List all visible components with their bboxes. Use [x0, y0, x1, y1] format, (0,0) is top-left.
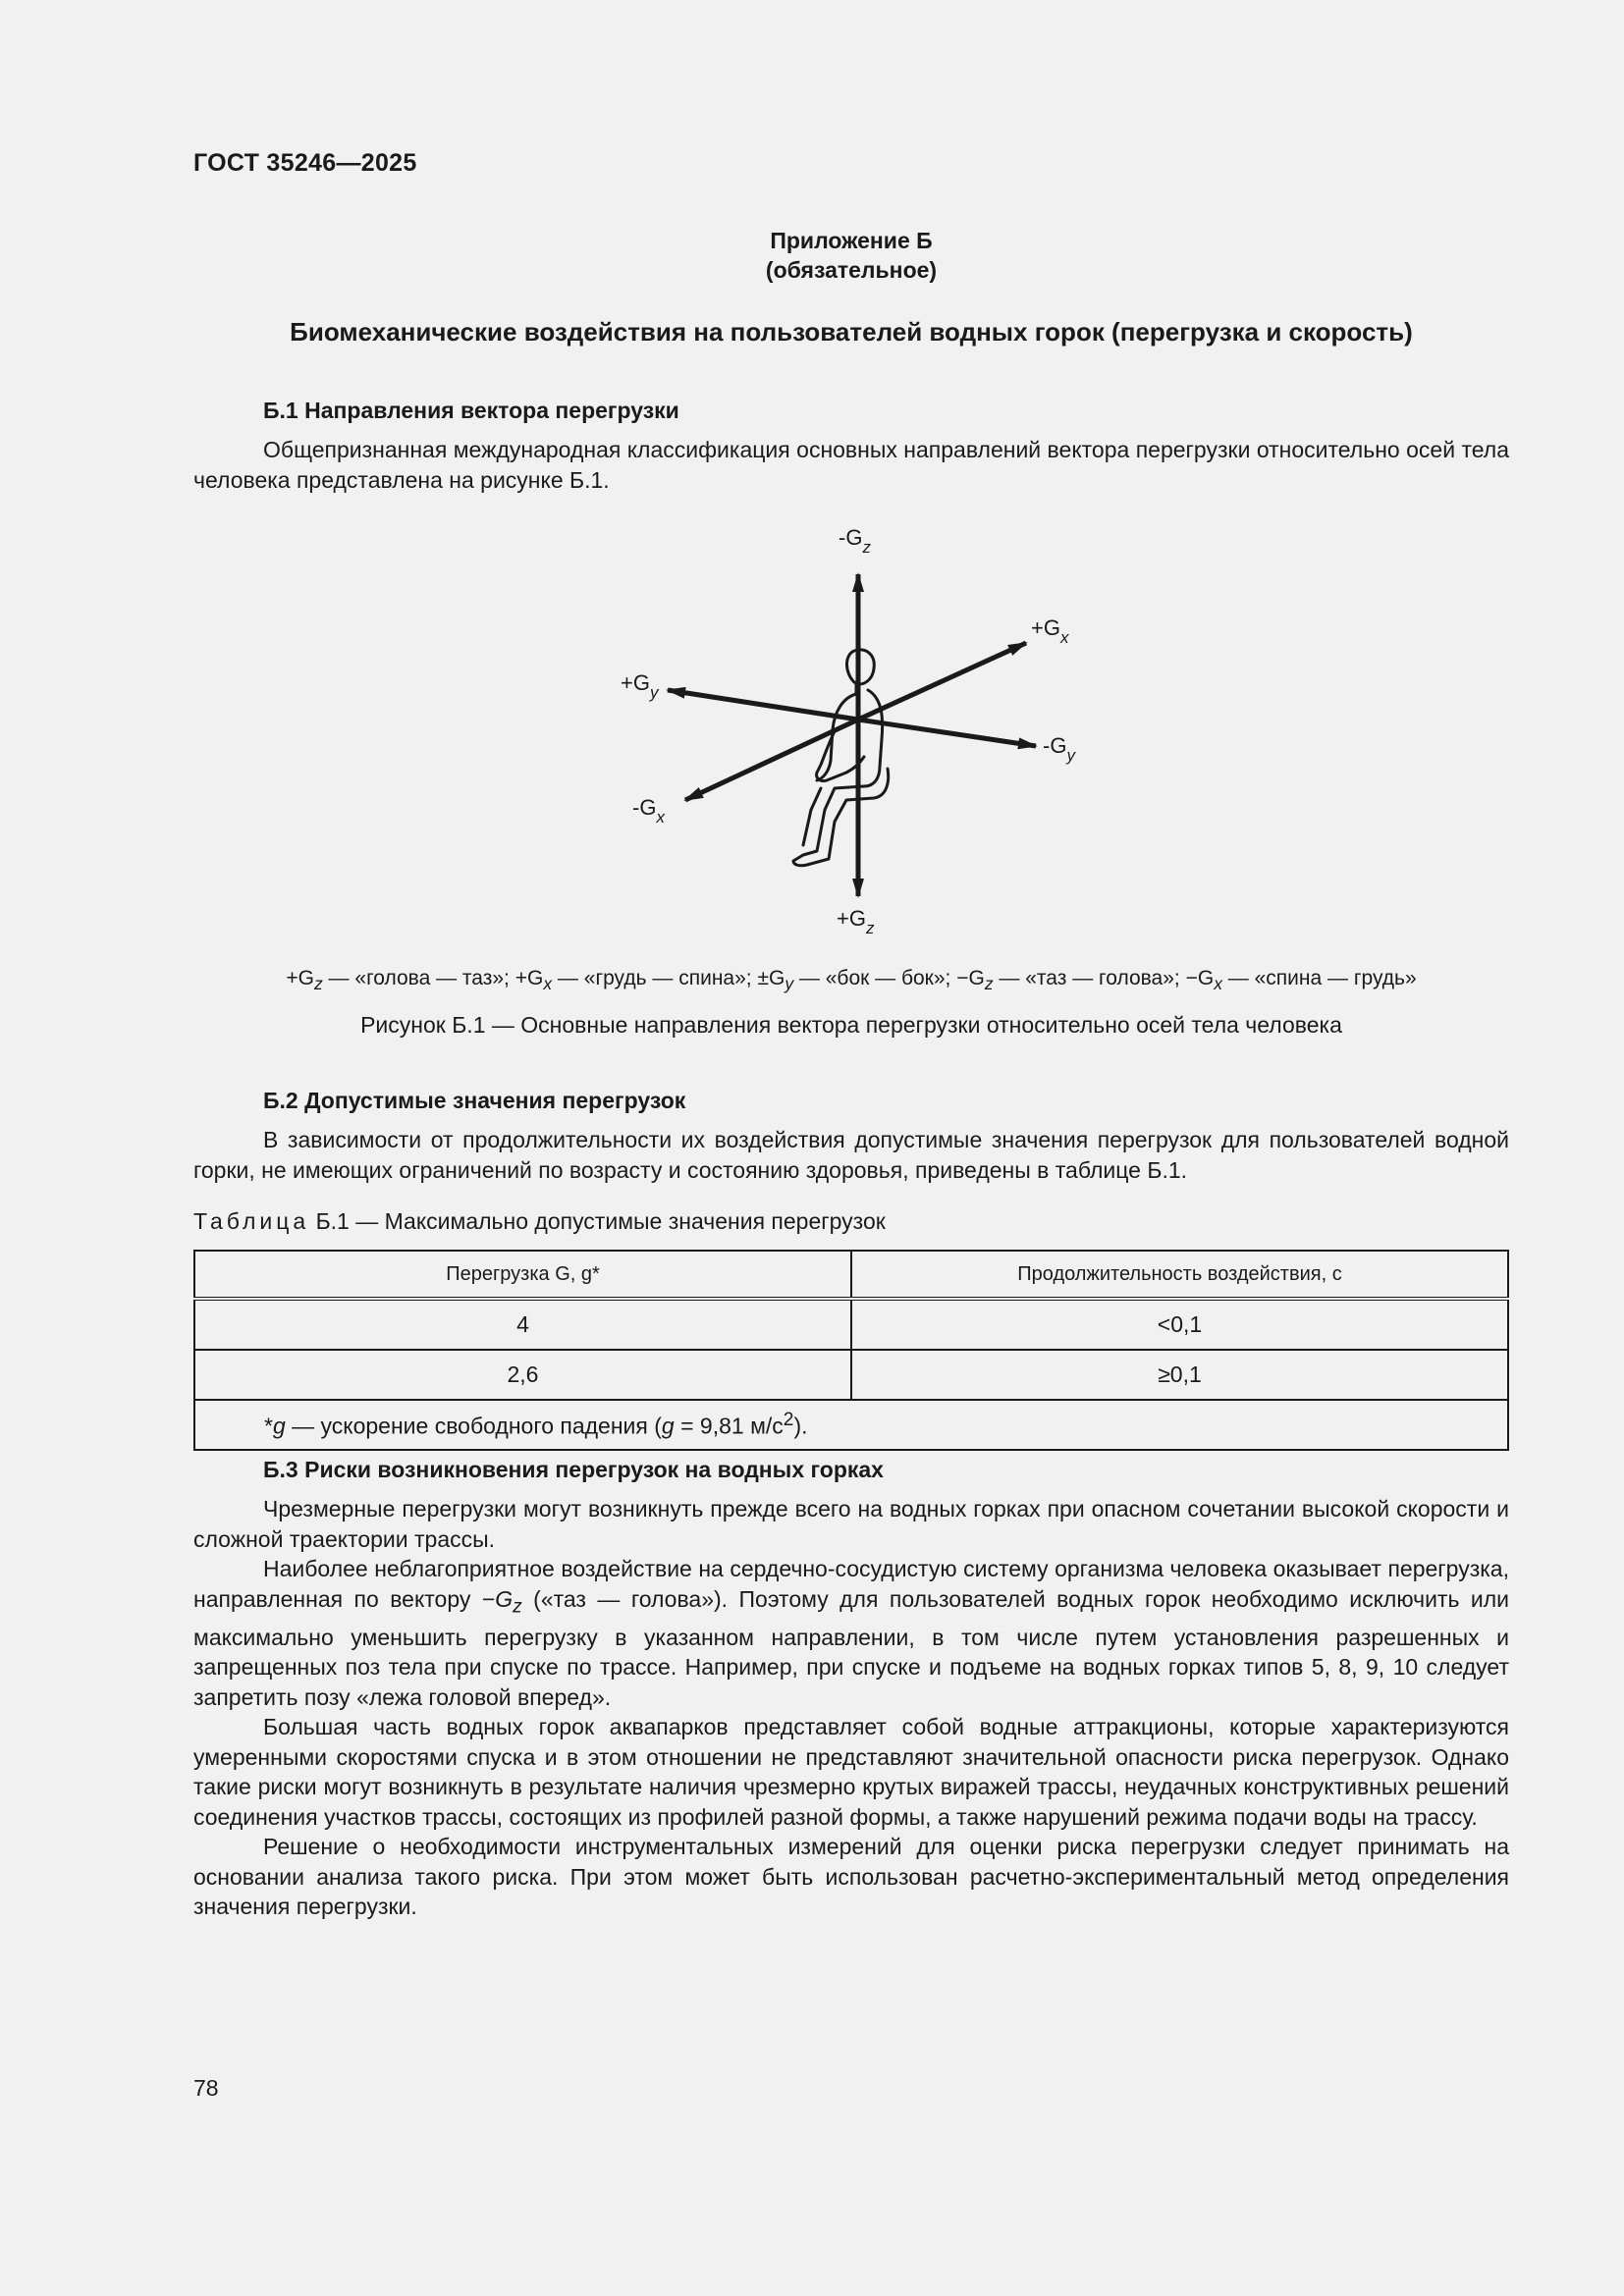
figure-caption: Рисунок Б.1 — Основные направления вектора перегрузки относительно осей тела человека: [360, 1012, 1342, 1038]
axis-plus-gy: [668, 690, 858, 720]
section-2-text: В зависимости от продолжительности их воздействия допустимые значения перегрузок для пользователей водной горки, не имеющих ограничений по возрасту и состоянию здоровья, приведены в таблице Б.1.: [193, 1127, 1509, 1183]
table-row: [194, 1299, 1508, 1350]
table-footnote-row: [194, 1400, 1508, 1450]
legend-item: $\pm G_y$ — «бок — бок»;: [757, 967, 957, 994]
table-header-cell: Перегрузка G, g*: [194, 1251, 851, 1299]
overload-table: [193, 1250, 1509, 1451]
table-cell: <0,1: [851, 1299, 1508, 1350]
section-3-body: [193, 1494, 1509, 1922]
table-caption: Таблица Б.1 — Максимально допустимые значения перегрузок: [193, 1208, 886, 1234]
label-plus-gy: $+G_y$: [621, 670, 659, 702]
legend-item: $-G_z$ — «таз — голова»;: [956, 967, 1186, 994]
annex-status: (обязательное): [765, 257, 938, 283]
table-cell: 4: [194, 1299, 851, 1350]
section-1-heading: Б.1 Направления вектора перегрузки: [263, 398, 679, 423]
label-plus-gx: $+G_x$: [1031, 615, 1069, 647]
label-minus-gy: $-G_y$: [1043, 733, 1075, 765]
seated-person-icon: [793, 650, 889, 866]
section-3-paragraph: Наиболее неблагоприятное воздействие на сердечно-сосудистую систему организма человека оказывает перегрузка, направленная по вектору $-G_z$ («таз — голова»). Поэтому для пользователей водных горок необходимо исключить или максимально уменьшить перегрузку в указанном направлении, в том числе путем установления разрешенных и запрещенных поз тела при спуске по трассе. Например, при спуске и подъеме на водных горках типов 5, 8, 9, 10 следует запретить позу «лежа головой вперед».: [193, 1556, 1509, 1710]
annex-name: Приложение Б: [770, 228, 933, 253]
section-3-paragraph: Решение о необходимости инструментальных измерений для оценки риска перегрузки следует принимать на основании анализа такого риска. При этом может быть использован расчетно-экспериментальный метод определения значения перегрузки.: [193, 1834, 1509, 1920]
section-2-heading: Б.2 Допустимые значения перегрузок: [263, 1088, 686, 1113]
overload-vector-figure: [589, 515, 1100, 947]
table-footnote: *g — ускорение свободного падения (g = 9,81 $м/с^2$).: [194, 1400, 1508, 1450]
legend-item: $-G_x$ — «спина — грудь»: [1185, 967, 1417, 994]
page-number: 78: [193, 2075, 219, 2101]
overload-axes: [668, 574, 1036, 896]
annex-title: Биомеханические воздействия на пользователей водных горок (перегрузка и скорость): [290, 317, 1413, 347]
table-row: [194, 1350, 1508, 1400]
section-1-text: Общепризнанная международная классификация основных направлений вектора перегрузки относительно осей тела человека представлена на рисунке Б.1.: [193, 437, 1509, 493]
figure-legend: [193, 967, 1509, 994]
legend-item: $+G_x$ — «грудь — спина»;: [514, 967, 758, 994]
label-minus-gx: $-G_x$: [632, 795, 665, 827]
table-cell: ≥0,1: [851, 1350, 1508, 1400]
axis-minus-gx: [685, 720, 858, 800]
axis-plus-gx: [858, 643, 1026, 720]
document-code: ГОСТ 35246—2025: [193, 149, 417, 177]
label-minus-gz: $-G_z$: [839, 525, 871, 557]
table-cell: 2,6: [194, 1350, 851, 1400]
table-header-cell: Продолжительность воздействия, с: [851, 1251, 1508, 1299]
section-3-paragraph: Большая часть водных горок аквапарков представляет собой водные аттракционы, которые характеризуются умеренными скоростями спуска и в этом отношении не представляют значительной опасности риска перегрузок. Однако такие риски могут возникнуть в результате наличия чрезмерно крутых виражей трассы, неудачных конструктивных решений соединения участков трассы, состоящих из профилей разной формы, а также нарушений режима подачи воды на трассу.: [193, 1714, 1509, 1830]
annex-heading: [193, 226, 1509, 285]
section-3-paragraph: Чрезмерные перегрузки могут возникнуть прежде всего на водных горках при опасном сочетании высокой скорости и сложной траектории трассы.: [193, 1496, 1509, 1552]
axis-minus-gy: [858, 720, 1036, 746]
legend-item: $+G_z$ — «голова — таз»;: [286, 967, 515, 994]
section-3-heading: Б.3 Риски возникновения перегрузок на водных горках: [263, 1457, 884, 1482]
label-plus-gz: $+G_z$: [837, 906, 875, 937]
table-header-row: [194, 1251, 1508, 1299]
